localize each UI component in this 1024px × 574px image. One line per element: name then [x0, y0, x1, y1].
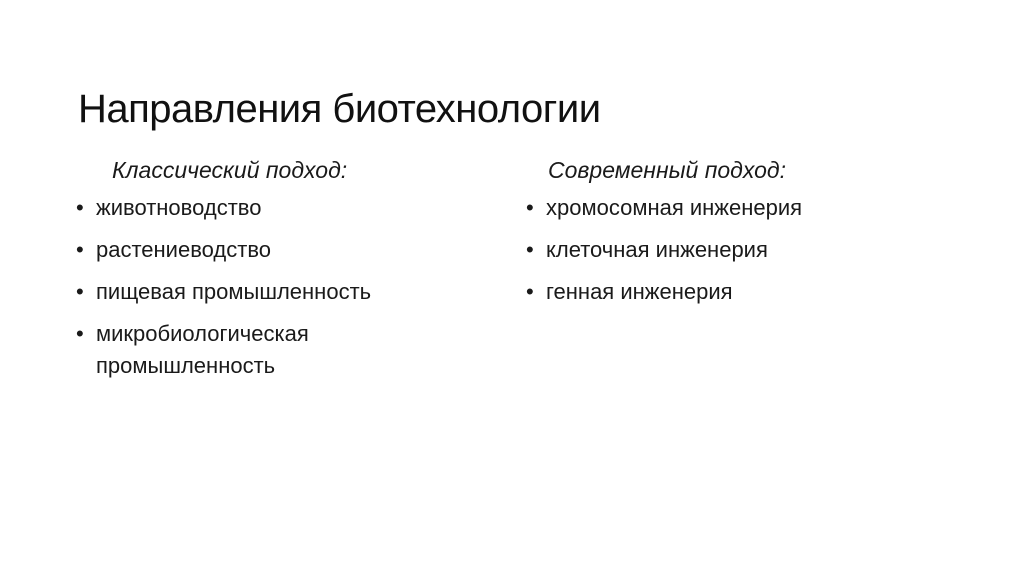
modern-approach-list — [526, 192, 946, 308]
classic-approach-column — [76, 152, 496, 392]
list-item-text: генная инженерия — [546, 279, 733, 304]
list-item — [526, 234, 946, 266]
bullet-icon: • — [76, 195, 84, 220]
list-item — [76, 192, 496, 224]
list-item-text: хромосомная инженерия — [546, 195, 803, 220]
bullet-icon: • — [526, 279, 534, 304]
bullet-icon: • — [526, 195, 534, 220]
list-item-text: клеточная инженерия — [546, 237, 768, 262]
modern-approach-heading: Современный подход: — [548, 157, 787, 183]
list-item-text: животноводство — [96, 195, 262, 220]
list-item-text: растениеводство — [96, 237, 271, 262]
list-item — [76, 234, 496, 266]
list-item — [76, 276, 496, 308]
modern-approach-column — [526, 152, 946, 318]
bullet-icon: • — [76, 321, 84, 346]
bullet-icon: • — [526, 237, 534, 262]
bullet-icon: • — [76, 237, 84, 262]
list-item-text: микробиологическая промышленность — [96, 321, 309, 378]
classic-approach-list — [76, 192, 496, 382]
list-item-text: пищевая промышленность — [96, 279, 372, 304]
list-item — [76, 318, 396, 382]
list-item — [526, 276, 946, 308]
classic-approach-heading: Классический подход: — [112, 157, 348, 183]
bullet-icon: • — [76, 279, 84, 304]
list-item — [526, 192, 946, 224]
slide-title: Направления биотехнологии — [78, 86, 601, 131]
